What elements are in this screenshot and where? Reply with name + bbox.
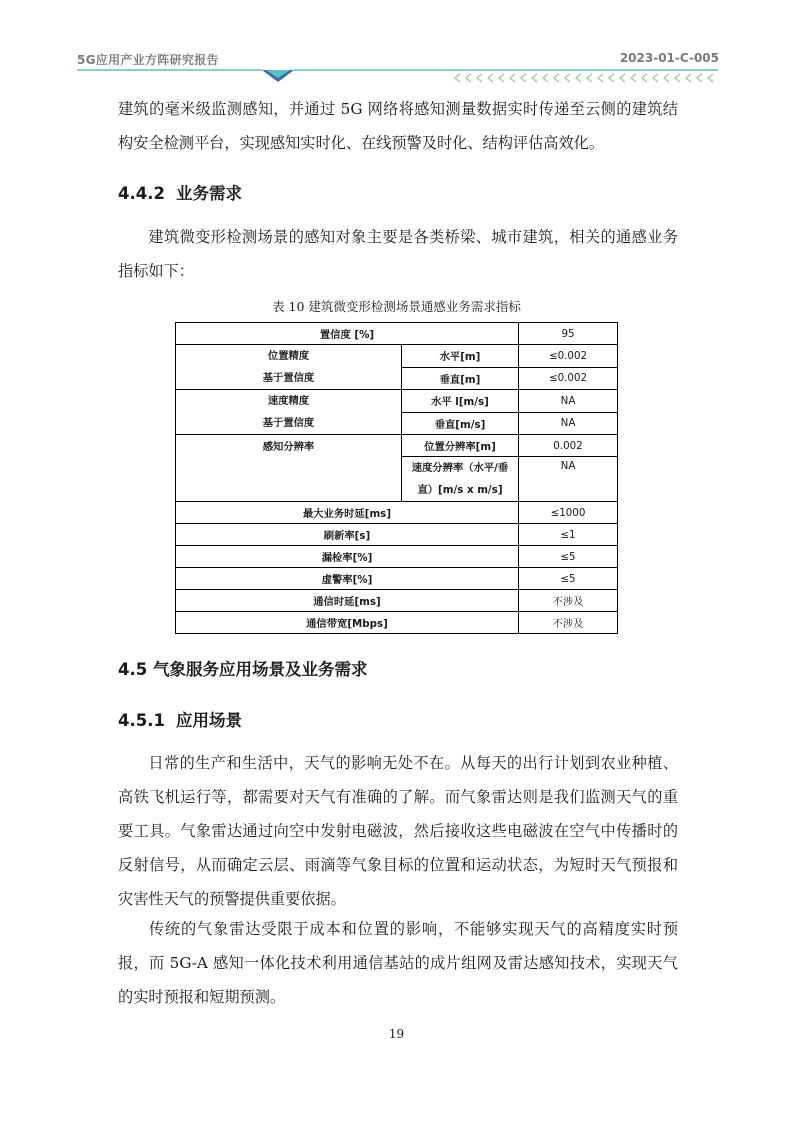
paragraph-requirements-text: 建筑微变形检测场景的感知对象主要是各类桥梁、城市建筑，相关的通感业务指标如下： [118, 228, 678, 280]
chevron-left-icon [477, 74, 482, 82]
chevron-left-icon [609, 74, 614, 82]
table-row [176, 590, 618, 612]
position-accuracy-label-line1: 位置精度 [267, 350, 310, 362]
heading-number: 4.5.1 [118, 711, 165, 730]
miss-rate-value: ≤5 [519, 546, 618, 568]
heading-text: 业务需求 [176, 184, 242, 203]
position-accuracy-label-line2: 基于置信度 [262, 372, 315, 384]
table-row [176, 502, 618, 524]
table-row [176, 524, 618, 546]
paragraph-traditional-radar [118, 912, 678, 1014]
chevron-left-icon [510, 74, 515, 82]
refresh-value: ≤1 [519, 524, 618, 546]
heading-number: 4.4.2 [118, 184, 165, 203]
table-row [176, 568, 618, 590]
table-row [176, 435, 618, 457]
comm-bandwidth-label: 通信带宽[Mbps] [176, 612, 519, 634]
chevron-left-icon [664, 74, 669, 82]
pos-vertical-value: ≤0.002 [519, 367, 618, 390]
res-position-value: 0.002 [519, 435, 618, 457]
chevron-left-icon [631, 74, 636, 82]
paragraph-intro: 建筑的毫米级监测感知，并通过 5G 网络将感知测量数据实时传递至云侧的建筑结构安全检测平台，实现感知实时化、在线预警及时化、结构评估高效化。 [118, 100, 678, 152]
chevron-left-icon [554, 74, 559, 82]
heading-4-5-1 [118, 707, 242, 731]
heading-text: 应用场景 [176, 711, 242, 730]
false-alarm-value: ≤5 [519, 568, 618, 590]
chevron-left-icon [708, 74, 713, 82]
table-row [176, 546, 618, 568]
pos-horizontal-value: ≤0.002 [519, 345, 618, 368]
confidence-value: 95 [519, 323, 618, 345]
res-position-label: 位置分辨率[m] [402, 435, 519, 457]
chevron-left-icon [620, 74, 625, 82]
comm-latency-label: 通信时延[ms] [176, 590, 519, 612]
chevron-left-icon [686, 74, 691, 82]
chevron-left-icon [521, 74, 526, 82]
paragraph-requirements [118, 220, 678, 288]
table-row [176, 323, 618, 345]
requirements-table [175, 322, 618, 634]
vel-vertical-value: NA [519, 412, 618, 435]
chevron-left-icon [466, 74, 471, 82]
report-title: 5G应用产业方阵研究报告 [77, 53, 219, 67]
chevron-left-icon [488, 74, 493, 82]
paragraph-weather-impact [118, 746, 678, 916]
chevron-left-icon [565, 74, 570, 82]
paragraph-traditional-radar-text: 传统的气象雷达受限于成本和位置的影响，不能够实现天气的高精度实时预报，而 5G-A 感知一体化技术利用通信基站的成片组网及雷达感知技术，实现天气的实时预报和短期预测。 [118, 920, 678, 1006]
pos-vertical-label: 垂直[m] [402, 367, 519, 390]
comm-latency-value: 不涉及 [519, 590, 618, 612]
chevron-left-icon [675, 74, 680, 82]
chevron-left-icon [576, 74, 581, 82]
res-velocity-value: NA [519, 457, 618, 502]
resolution-label: 感知分辨率 [176, 435, 402, 502]
heading-4-4-2 [118, 180, 242, 204]
velocity-accuracy-label-line2: 基于置信度 [262, 417, 315, 429]
false-alarm-label: 虚警率[%] [176, 568, 519, 590]
chevron-left-icon [697, 74, 702, 82]
table-row [176, 612, 618, 634]
res-velocity-label-line2: 直）[m/s x m/s] [417, 484, 503, 496]
res-velocity-label-line1: 速度分辨率（水平/垂 [411, 462, 509, 474]
latency-label: 最大业务时延[ms] [176, 502, 519, 524]
latency-value: ≤1000 [519, 502, 618, 524]
header-decoration [0, 66, 793, 86]
velocity-accuracy-label [176, 390, 402, 435]
chevron-left-icon [598, 74, 603, 82]
chevron-left-icon [543, 74, 548, 82]
vel-vertical-label: 垂直[m/s] [402, 412, 519, 435]
res-velocity-label [402, 457, 519, 502]
chevron-left-icon [455, 74, 460, 82]
refresh-label: 刷新率[s] [176, 524, 519, 546]
report-code: 2023-01-C-005 [619, 51, 719, 65]
chevron-left-icon [587, 74, 592, 82]
chevron-left-icon [642, 74, 647, 82]
chevron-left-icon [499, 74, 504, 82]
velocity-accuracy-label-line1: 速度精度 [267, 395, 310, 407]
vel-horizontal-value: NA [519, 390, 618, 413]
miss-rate-label: 漏检率[%] [176, 546, 519, 568]
page-number: 19 [388, 1027, 405, 1041]
table-row [176, 390, 618, 413]
chevron-left-icon [653, 74, 658, 82]
confidence-label: 置信度 [%] [176, 323, 519, 345]
position-accuracy-label [176, 345, 402, 390]
heading-4-5: 4.5 气象服务应用场景及业务需求 [118, 660, 368, 679]
table-row [176, 345, 618, 368]
chevron-left-icon [532, 74, 537, 82]
comm-bandwidth-value: 不涉及 [519, 612, 618, 634]
vel-horizontal-label: 水平 l[m/s] [402, 390, 519, 413]
table-caption: 表 10 建筑微变形检测场景通感业务需求指标 [272, 299, 521, 314]
pos-horizontal-label: 水平[m] [402, 345, 519, 368]
paragraph-weather-impact-text: 日常的生产和生活中，天气的影响无处不在。从每天的出行计划到农业种植、高铁飞机运行等，都需要对天气有准确的了解。而气象雷达则是我们监测天气的重要工具。气象雷达通过向空中发射电磁波，然后接收这些电磁波在空气中传播时的反射信号，从而确定云层、雨滴等气象目标的位置和运动状态，为短时天气预报和灾害性天气的预警提供重要依据。 [118, 754, 678, 908]
